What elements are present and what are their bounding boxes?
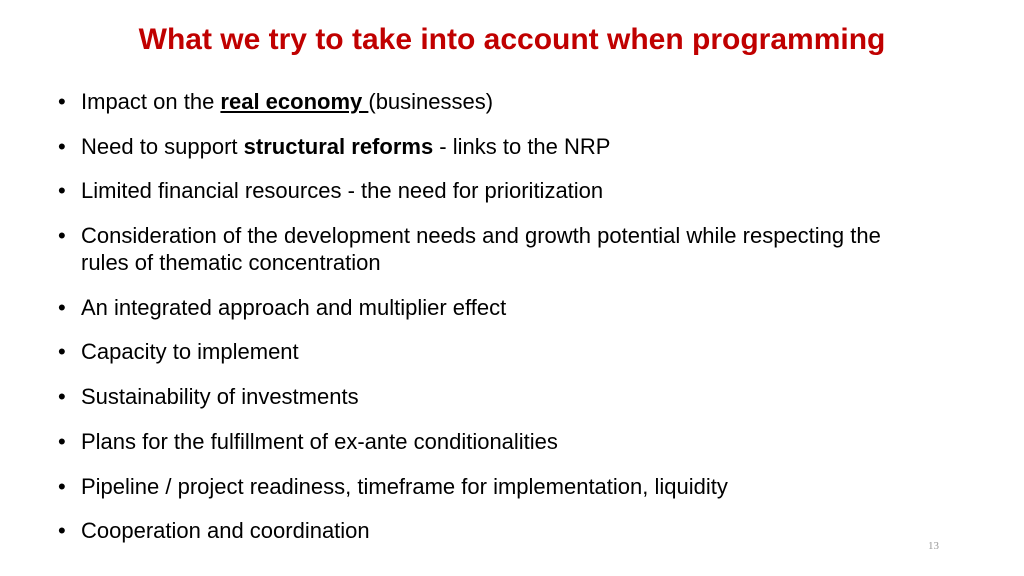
bullet-text: An integrated approach and multiplier effect <box>81 294 507 320</box>
bullet-emphasis: structural reforms <box>243 133 434 159</box>
bullet-text: Sustainability of investments <box>81 384 359 410</box>
bullet-emphasis: real economy <box>220 89 369 114</box>
list-item <box>58 383 888 410</box>
bullet-marker: • <box>58 294 66 320</box>
list-item <box>58 294 888 321</box>
list-item <box>58 222 888 276</box>
bullet-text: Plans for the fulfillment of ex-ante conditionalities <box>81 428 558 454</box>
bullet-marker: • <box>58 223 66 249</box>
bullet-text-suffix: - links to the NRP <box>433 133 611 159</box>
bullet-marker: • <box>58 339 66 365</box>
bullet-text: Consideration of the development needs and growth potential while respecting the rules of thematic concentration <box>81 223 881 276</box>
bullet-marker: • <box>58 518 66 544</box>
page-number: 13 <box>928 540 939 552</box>
bullet-marker: • <box>58 473 66 499</box>
list-item <box>58 88 888 115</box>
list-item <box>58 338 888 365</box>
bullet-text: Limited financial resources - the need for prioritization <box>81 178 604 204</box>
bullet-marker: • <box>58 89 66 114</box>
bullet-text: Pipeline / project readiness, timeframe for implementation, liquidity <box>81 473 728 499</box>
bullet-marker: • <box>58 178 66 204</box>
list-item <box>58 517 888 544</box>
slide-title: What we try to take into account when programming <box>138 23 886 56</box>
bullet-text-suffix: (businesses) <box>368 89 494 114</box>
bullet-marker: • <box>58 133 66 159</box>
bullet-marker: • <box>58 428 66 454</box>
bullet-text: Cooperation and coordination <box>81 518 370 544</box>
list-item <box>58 177 888 204</box>
bullet-marker: • <box>58 384 66 410</box>
list-item <box>58 428 888 455</box>
bullet-text-prefix: Impact on the <box>81 89 221 114</box>
bullet-text-prefix: Need to support <box>81 133 244 159</box>
bullet-text: Capacity to implement <box>81 339 299 365</box>
list-item <box>58 133 888 160</box>
list-item <box>58 473 888 500</box>
bullet-list <box>58 88 888 562</box>
